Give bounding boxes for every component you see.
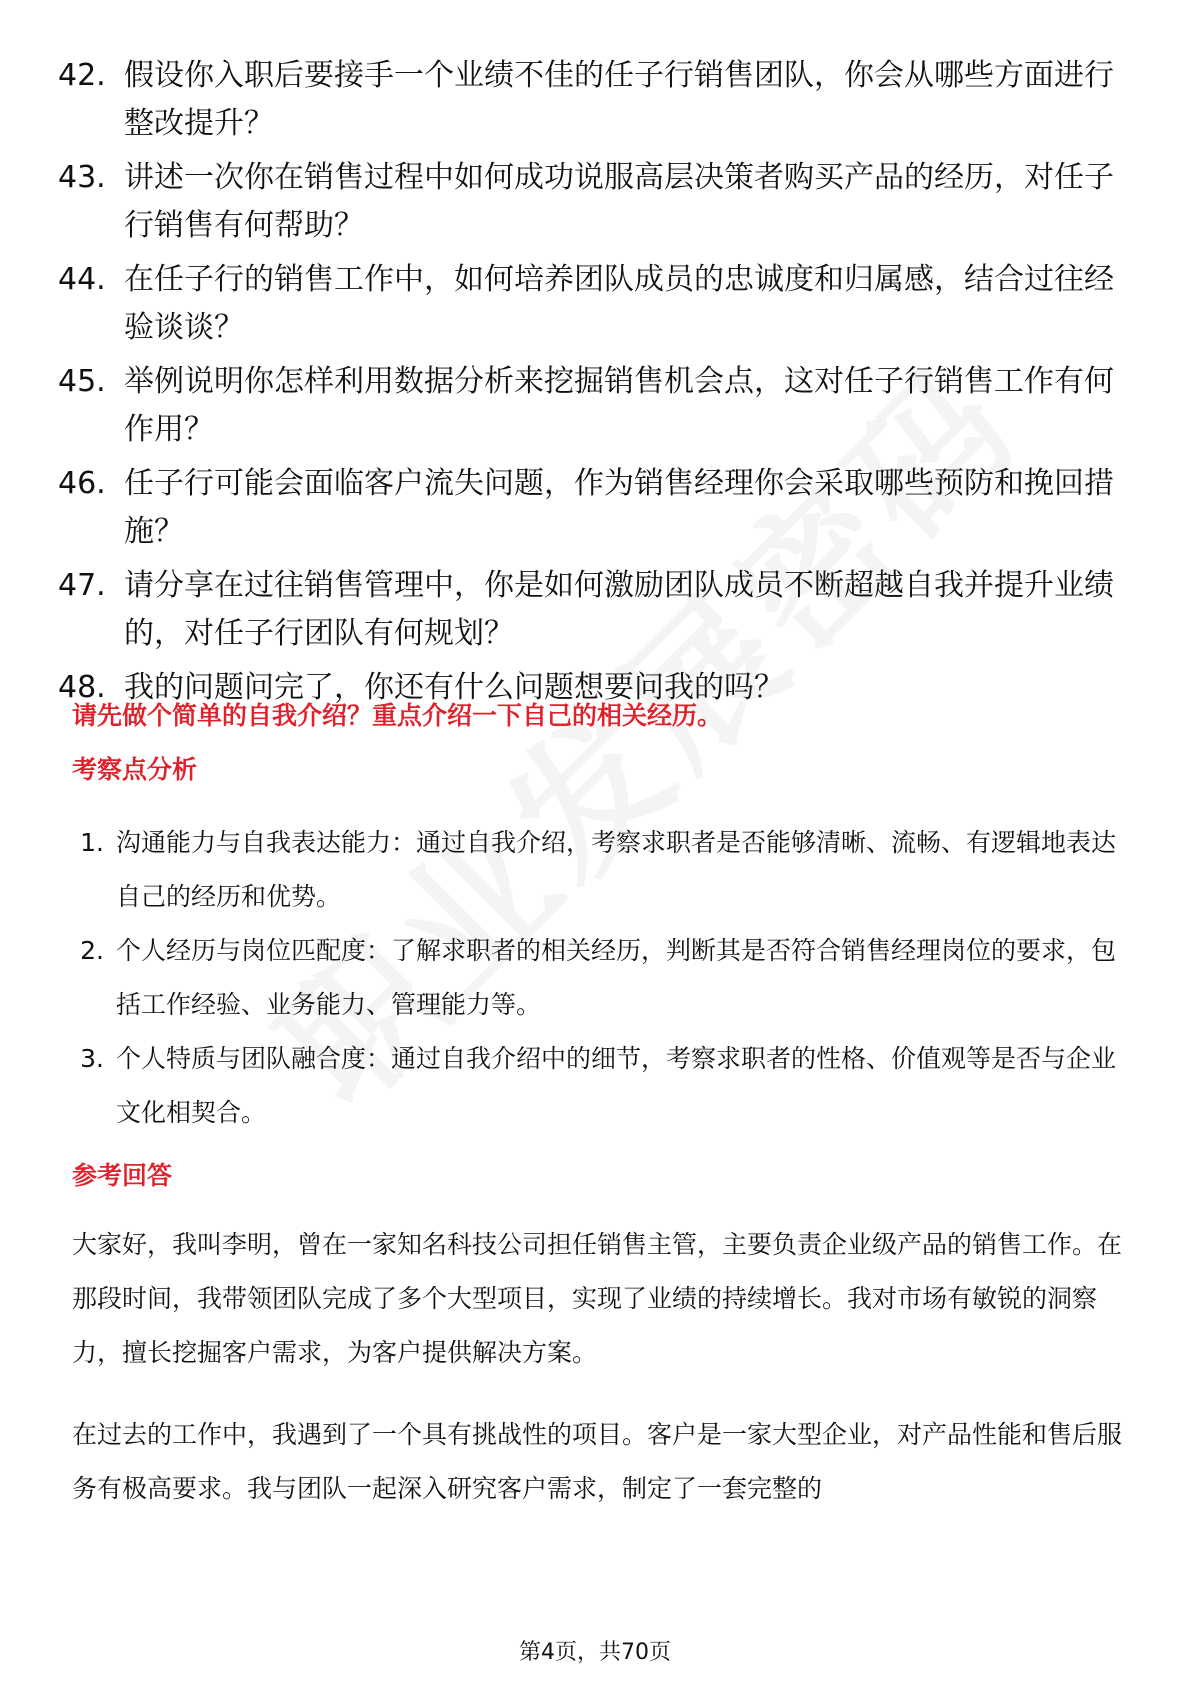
section-question-heading: 请先做个简单的自我介绍？重点介绍一下自己的相关经历。 — [72, 701, 723, 730]
question-text: 讲述一次你在销售过程中如何成功说服高层决策者购买产品的经历，对任子行销售有何帮助？ — [124, 160, 1114, 243]
question-number: 45. — [58, 364, 106, 399]
question-item — [58, 52, 1138, 148]
question-number: 48. — [58, 670, 106, 705]
question-item — [58, 154, 1138, 250]
question-number: 46. — [58, 466, 106, 501]
answer-paragraph: 在过去的工作中，我遇到了一个具有挑战性的项目。客户是一家大型企业，对产品性能和售后服务有极高要求。我与团队一起深入研究客户需求，制定了一套完整的 — [72, 1420, 1123, 1503]
analysis-number: 2. — [80, 936, 104, 965]
question-item — [58, 562, 1138, 658]
analysis-list — [72, 816, 1132, 1140]
analysis-item — [72, 816, 1132, 924]
question-number: 44. — [58, 262, 106, 297]
question-item — [58, 358, 1138, 454]
question-list — [58, 52, 1138, 718]
analysis-number: 1. — [80, 828, 104, 857]
answer-paragraph: 大家好，我叫李明，曾在一家知名科技公司担任销售主管，主要负责企业级产品的销售工作。在那段时间，我带领团队完成了多个大型项目，实现了业绩的持续增长。我对市场有敏锐的洞察力，擅长挖掘客户需求，为客户提供解决方案。 — [72, 1230, 1123, 1367]
analysis-text: 沟通能力与自我表达能力：通过自我介绍，考察求职者是否能够清晰、流畅、有逻辑地表达自己的经历和优势。 — [116, 828, 1117, 911]
question-text: 请分享在过往销售管理中，你是如何激励团队成员不断超越自我并提升业绩的，对任子行团队有何规划？ — [124, 568, 1114, 651]
analysis-text: 个人特质与团队融合度：通过自我介绍中的细节，考察求职者的性格、价值观等是否与企业文化相契合。 — [116, 1044, 1117, 1127]
question-number: 42. — [58, 58, 106, 93]
analysis-item — [72, 924, 1132, 1032]
question-item — [58, 460, 1138, 556]
question-number: 43. — [58, 160, 106, 195]
question-text: 假设你入职后要接手一个业绩不佳的任子行销售团队，你会从哪些方面进行整改提升？ — [124, 58, 1114, 141]
answer-heading: 参考回答 — [72, 1161, 173, 1190]
page-footer: 第4页，共70页 — [519, 1640, 671, 1665]
analysis-text: 个人经历与岗位匹配度：了解求职者的相关经历，判断其是否符合销售经理岗位的要求，包括工作经验、业务能力、管理能力等。 — [116, 936, 1117, 1019]
question-item — [58, 256, 1138, 352]
analysis-item — [72, 1032, 1132, 1140]
question-text: 任子行可能会面临客户流失问题，作为销售经理你会采取哪些预防和挽回措施？ — [124, 466, 1114, 549]
question-text: 我的问题问完了，你还有什么问题想要问我的吗？ — [124, 670, 784, 705]
question-text: 在任子行的销售工作中，如何培养团队成员的忠诚度和归属感，结合过往经验谈谈？ — [124, 262, 1114, 345]
question-text: 举例说明你怎样利用数据分析来挖掘销售机会点，这对任子行销售工作有何作用？ — [124, 364, 1114, 447]
analysis-heading: 考察点分析 — [72, 755, 198, 784]
question-number: 47. — [58, 568, 106, 603]
analysis-number: 3. — [80, 1044, 104, 1073]
